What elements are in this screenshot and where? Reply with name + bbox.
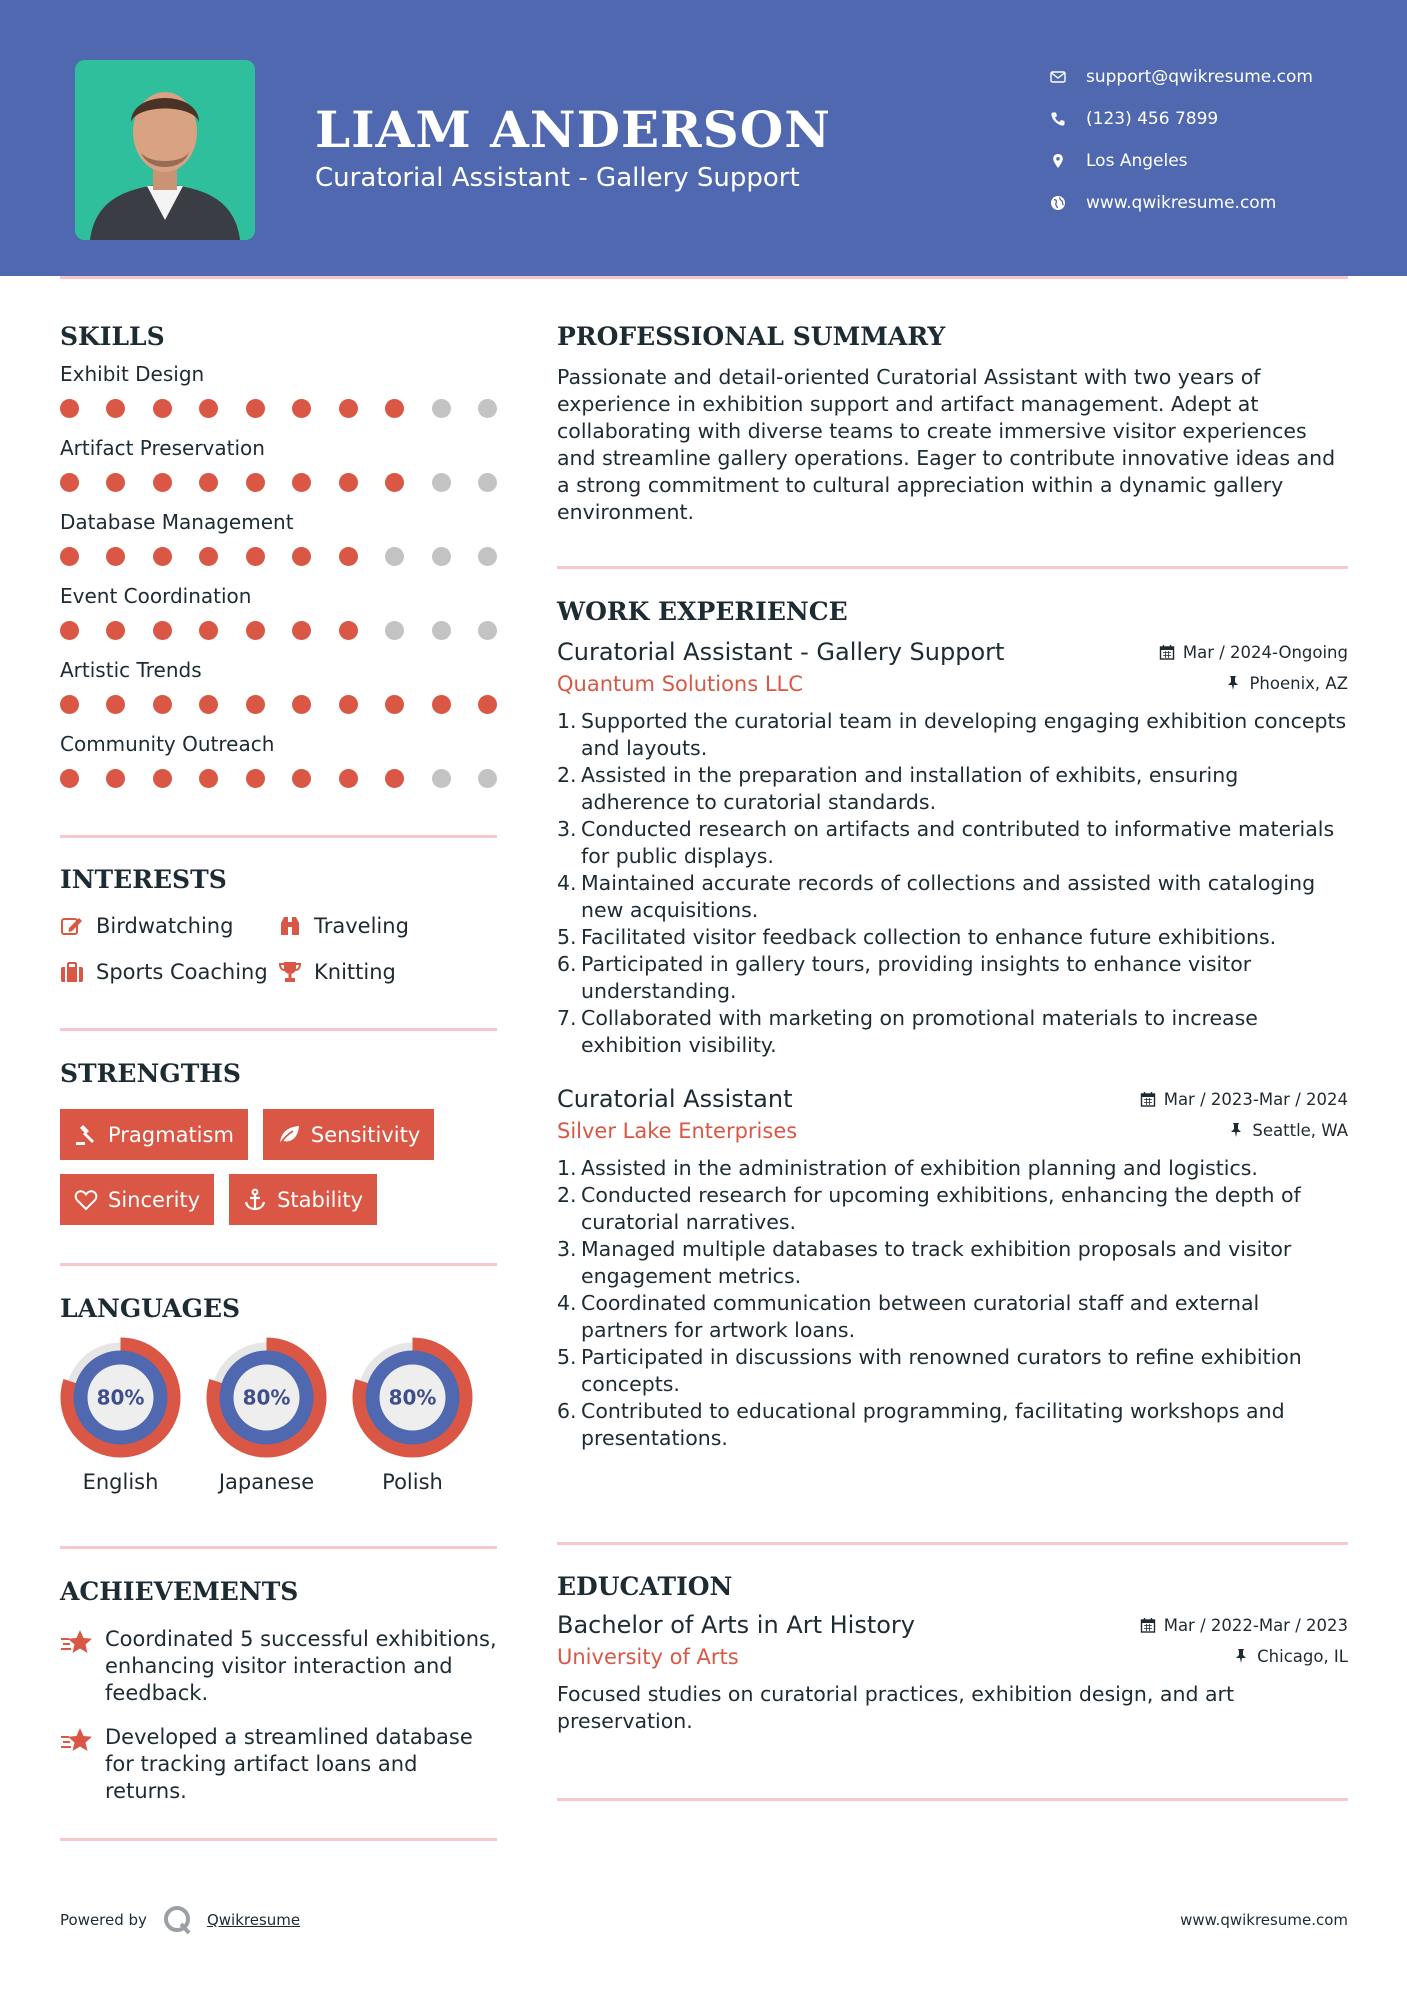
skill-rating — [60, 465, 497, 505]
achievement-text: Coordinated 5 successful exhibitions, enhancing visitor interaction and feedback. — [105, 1627, 497, 1705]
experience-heading: WORK EXPERIENCE — [557, 597, 848, 626]
education-date-text: Mar / 2022-Mar / 2023 — [1163, 1615, 1348, 1635]
rating-dot-filled — [385, 695, 404, 714]
bullet-number: 2. — [557, 763, 577, 787]
bullet-number: 7. — [557, 1006, 577, 1030]
envelope-icon — [1050, 67, 1086, 87]
rating-dot-filled — [339, 695, 358, 714]
skill-item — [60, 579, 497, 653]
skill-item — [60, 505, 497, 579]
bullet-number: 5. — [557, 1345, 577, 1369]
education-entry — [557, 1611, 1348, 1735]
language-item — [206, 1337, 327, 1494]
job-bullet — [557, 951, 1348, 1005]
trophy-icon — [278, 961, 314, 983]
skill-rating — [60, 687, 497, 727]
company-name: Silver Lake Enterprises — [557, 1119, 798, 1143]
bullet-text: Managed multiple databases to track exhibition proposals and visitor engagement metrics. — [581, 1237, 1292, 1288]
interests-section — [60, 865, 497, 988]
map-marker-icon — [1050, 151, 1086, 171]
section-divider — [557, 1798, 1348, 1801]
job-date — [1140, 1090, 1348, 1109]
education-location — [1233, 1647, 1348, 1666]
rating-dot-filled — [199, 769, 218, 788]
rating-dot-empty — [432, 473, 451, 492]
rating-dot-filled — [106, 399, 125, 418]
rating-dot-filled — [106, 473, 125, 492]
strength-tag — [60, 1174, 214, 1225]
rating-dot-filled — [292, 473, 311, 492]
contact-email-text: support@qwikresume.com — [1086, 67, 1313, 87]
rating-dot-filled — [153, 621, 172, 640]
bullet-number: 4. — [557, 1291, 577, 1315]
language-name: Japanese — [218, 1470, 315, 1494]
job-bullet — [557, 762, 1348, 816]
strength-label: Stability — [277, 1187, 364, 1212]
job-bullet — [557, 1155, 1348, 1182]
job-entry — [557, 638, 1348, 1059]
job-bullet — [557, 1005, 1348, 1059]
profile-photo — [75, 60, 255, 240]
language-percent-label: 80% — [242, 1385, 291, 1410]
languages-list — [60, 1337, 497, 1494]
job-bullet — [557, 1182, 1348, 1236]
skill-name: Community Outreach — [60, 732, 275, 756]
section-divider — [60, 1838, 497, 1841]
language-item — [352, 1337, 473, 1494]
job-bullet — [557, 1344, 1348, 1398]
rating-dot-filled — [339, 399, 358, 418]
job-date-text: Mar / 2023-Mar / 2024 — [1163, 1089, 1348, 1109]
rating-dot-filled — [246, 473, 265, 492]
job-bullet — [557, 1290, 1348, 1344]
strengths-heading: STRENGTHS — [60, 1059, 241, 1088]
languages-heading: LANGUAGES — [60, 1294, 241, 1323]
bullet-number: 5. — [557, 925, 577, 949]
skill-item — [60, 431, 497, 505]
skill-name: Database Management — [60, 510, 294, 534]
rating-dot-filled — [432, 695, 451, 714]
rating-dot-filled — [292, 695, 311, 714]
language-percent-label: 80% — [388, 1385, 437, 1410]
bullet-text: Assisted in the administration of exhibition planning and logistics. — [581, 1156, 1258, 1180]
job-title: Curatorial Assistant — [557, 1085, 793, 1113]
education-header — [557, 1611, 1348, 1639]
qwikresume-logo-icon — [161, 1903, 195, 1937]
bullet-text: Participated in discussions with renowned curators to refine exhibition concepts. — [581, 1345, 1302, 1396]
pushpin-icon — [1228, 1122, 1244, 1138]
heart-icon — [74, 1188, 98, 1212]
language-progress-ring — [352, 1337, 473, 1458]
interest-label: Knitting — [314, 960, 396, 984]
rating-dot-filled — [60, 473, 79, 492]
degree-title: Bachelor of Arts in Art History — [557, 1611, 915, 1639]
company-name: Quantum Solutions LLC — [557, 672, 803, 696]
skill-item — [60, 653, 497, 727]
job-bullet — [557, 1236, 1348, 1290]
strengths-list — [60, 1109, 480, 1225]
rating-dot-filled — [199, 473, 218, 492]
interest-item — [278, 956, 478, 988]
phone-icon — [1050, 109, 1086, 129]
skill-rating — [60, 613, 497, 653]
rating-dot-filled — [292, 547, 311, 566]
calendar-icon — [1159, 644, 1175, 660]
section-divider — [60, 1546, 497, 1549]
globe-icon — [1050, 193, 1086, 213]
rating-dot-filled — [292, 621, 311, 640]
job-location — [1228, 1121, 1348, 1140]
contact-website-text: www.qwikresume.com — [1086, 193, 1277, 213]
language-name: Polish — [382, 1470, 443, 1494]
section-divider — [557, 1542, 1348, 1545]
bullet-text: Collaborated with marketing on promotional materials to increase exhibition visibility. — [581, 1006, 1258, 1057]
strength-tag — [229, 1174, 377, 1225]
rating-dot-filled — [60, 621, 79, 640]
rating-dot-filled — [385, 399, 404, 418]
pushpin-icon — [1233, 1648, 1249, 1664]
powered-by-label: Powered by — [60, 1911, 147, 1929]
interest-item — [278, 910, 478, 942]
job-location-text: Phoenix, AZ — [1249, 673, 1348, 693]
job-date — [1159, 643, 1348, 662]
calendar-icon — [1140, 1617, 1156, 1633]
contact-location-text: Los Angeles — [1086, 151, 1188, 171]
interest-item — [60, 910, 278, 942]
achievements-heading: ACHIEVEMENTS — [60, 1577, 299, 1606]
skill-rating — [60, 391, 497, 431]
rating-dot-filled — [246, 547, 265, 566]
skills-list — [60, 357, 497, 801]
star-icon — [60, 1724, 105, 1805]
interest-label: Traveling — [314, 914, 409, 938]
job-bullets — [557, 708, 1348, 1059]
rating-dot-filled — [246, 621, 265, 640]
strength-tag — [263, 1109, 434, 1160]
school-name: University of Arts — [557, 1645, 739, 1669]
achievement-item — [60, 1626, 497, 1707]
pencil-square-icon — [60, 915, 96, 937]
section-divider — [557, 566, 1348, 569]
rating-dot-filled — [106, 621, 125, 640]
achievements-list — [60, 1626, 497, 1805]
rating-dot-filled — [60, 769, 79, 788]
rating-dot-filled — [292, 769, 311, 788]
achievement-item — [60, 1724, 497, 1805]
education-section — [557, 1572, 1348, 1735]
rating-dot-filled — [199, 621, 218, 640]
job-bullets — [557, 1155, 1348, 1452]
bullet-number: 1. — [557, 1156, 577, 1180]
rating-dot-filled — [153, 547, 172, 566]
job-title: Curatorial Assistant - Gallery Support — [557, 638, 1005, 666]
rating-dot-empty — [385, 621, 404, 640]
skill-item — [60, 727, 497, 801]
rating-dot-empty — [432, 769, 451, 788]
job-entry — [557, 1085, 1348, 1452]
education-date — [1140, 1616, 1348, 1635]
rating-dot-empty — [478, 621, 497, 640]
bullet-text: Supported the curatorial team in developing engaging exhibition concepts and layouts. — [581, 709, 1347, 760]
rating-dot-filled — [153, 769, 172, 788]
bullet-text: Conducted research on artifacts and contributed to informative materials for public displays. — [581, 817, 1335, 868]
achievement-text: Developed a streamlined database for tracking artifact loans and returns. — [105, 1725, 473, 1803]
strength-label: Pragmatism — [108, 1122, 234, 1147]
rating-dot-empty — [478, 547, 497, 566]
bullet-text: Assisted in the preparation and installation of exhibits, ensuring adherence to curatorial standards. — [581, 763, 1239, 814]
pushpin-icon — [1225, 675, 1241, 691]
interests-heading: INTERESTS — [60, 865, 227, 894]
rating-dot-filled — [153, 473, 172, 492]
section-divider — [60, 1263, 497, 1266]
job-subheader — [557, 672, 1348, 696]
header-divider — [60, 276, 1348, 279]
languages-section — [60, 1294, 497, 1494]
bullet-number: 2. — [557, 1183, 577, 1207]
rating-dot-filled — [385, 769, 404, 788]
job-header — [557, 638, 1348, 666]
rating-dot-filled — [106, 547, 125, 566]
job-bullet — [557, 816, 1348, 870]
language-progress-ring — [60, 1337, 181, 1458]
bullet-number: 3. — [557, 817, 577, 841]
rating-dot-filled — [153, 399, 172, 418]
bullet-text: Conducted research for upcoming exhibitions, enhancing the depth of curatorial narratives. — [581, 1183, 1301, 1234]
bullet-text: Participated in gallery tours, providing insights to enhance visitor understanding. — [581, 952, 1252, 1003]
interest-label: Sports Coaching — [96, 960, 268, 984]
strength-label: Sincerity — [108, 1187, 201, 1212]
bullet-number: 6. — [557, 1399, 577, 1423]
footer-website[interactable]: www.qwikresume.com — [1180, 1911, 1348, 1929]
bullet-text: Maintained accurate records of collections and assisted with cataloging new acquisitions. — [581, 871, 1316, 922]
rating-dot-filled — [339, 621, 358, 640]
rating-dot-empty — [478, 473, 497, 492]
qwikresume-link[interactable]: Qwikresume — [206, 1911, 301, 1929]
powered-by — [60, 1903, 300, 1937]
rating-dot-filled — [60, 695, 79, 714]
profile-photo-image — [75, 60, 255, 240]
job-location — [1225, 674, 1348, 693]
contact-location — [1050, 140, 1390, 182]
skill-rating — [60, 539, 497, 579]
summary-text: Passionate and detail-oriented Curatorial Assistant with two years of experience in exhibition support and artifact management. Adept at collaborating with diverse teams to create immersive visitor experiences and streamline gallery operations. Eager to contribute innovative ideas and a strong commitment to cultural appreciation within a dynamic gallery environment. — [557, 365, 1336, 524]
skill-rating — [60, 761, 497, 801]
rating-dot-filled — [339, 473, 358, 492]
summary-heading: PROFESSIONAL SUMMARY — [557, 322, 946, 351]
rating-dot-filled — [478, 695, 497, 714]
candidate-title: Curatorial Assistant - Gallery Support — [315, 163, 800, 193]
job-subheader — [557, 1119, 1348, 1143]
skill-name: Artifact Preservation — [60, 436, 265, 460]
rating-dot-empty — [432, 621, 451, 640]
bullet-number: 6. — [557, 952, 577, 976]
job-location-text: Seattle, WA — [1252, 1120, 1348, 1140]
rating-dot-filled — [199, 695, 218, 714]
bullet-text: Coordinated communication between curatorial staff and external partners for artwork loans. — [581, 1291, 1260, 1342]
rating-dot-filled — [60, 399, 79, 418]
skill-name: Event Coordination — [60, 584, 252, 608]
job-bullet — [557, 708, 1348, 762]
rating-dot-empty — [432, 399, 451, 418]
skills-heading: SKILLS — [60, 322, 165, 351]
bullet-number: 1. — [557, 709, 577, 733]
bullet-text: Facilitated visitor feedback collection to enhance future exhibitions. — [581, 925, 1277, 949]
summary-section — [557, 322, 1348, 526]
contact-phone[interactable] — [1050, 98, 1390, 140]
language-percent-label: 80% — [96, 1385, 145, 1410]
rating-dot-empty — [432, 547, 451, 566]
rating-dot-filled — [246, 695, 265, 714]
language-item — [60, 1337, 181, 1494]
rating-dot-filled — [246, 769, 265, 788]
rating-dot-filled — [339, 547, 358, 566]
education-location-text: Chicago, IL — [1257, 1646, 1348, 1666]
skill-item — [60, 357, 497, 431]
skill-name: Exhibit Design — [60, 362, 205, 386]
strength-tag — [60, 1109, 248, 1160]
rating-dot-filled — [60, 547, 79, 566]
candidate-name: LIAM ANDERSON — [315, 100, 831, 159]
rating-dot-filled — [106, 695, 125, 714]
rating-dot-filled — [246, 399, 265, 418]
job-date-text: Mar / 2024-Ongoing — [1182, 642, 1348, 662]
education-description: Focused studies on curatorial practices, exhibition design, and art preservation. — [557, 1682, 1235, 1733]
rating-dot-filled — [339, 769, 358, 788]
contact-list — [1050, 56, 1390, 224]
suitcase-icon — [60, 961, 96, 983]
education-heading: EDUCATION — [557, 1572, 733, 1601]
job-bullet — [557, 924, 1348, 951]
job-bullet — [557, 1398, 1348, 1452]
rating-dot-filled — [153, 695, 172, 714]
section-divider — [60, 1028, 497, 1031]
leaf-icon — [277, 1123, 301, 1147]
interests-list — [60, 910, 497, 988]
rating-dot-filled — [292, 399, 311, 418]
rating-dot-empty — [385, 547, 404, 566]
contact-email[interactable] — [1050, 56, 1390, 98]
binoculars-icon — [278, 915, 314, 937]
job-bullet — [557, 870, 1348, 924]
skills-section — [60, 322, 497, 801]
section-divider — [60, 835, 497, 838]
rating-dot-empty — [478, 399, 497, 418]
contact-phone-text: (123) 456 7899 — [1086, 109, 1219, 129]
achievements-section — [60, 1577, 497, 1822]
skill-name: Artistic Trends — [60, 658, 202, 682]
job-header — [557, 1085, 1348, 1113]
interest-label: Birdwatching — [96, 914, 234, 938]
footer — [60, 1900, 1348, 1940]
header — [0, 0, 1407, 276]
rating-dot-filled — [199, 547, 218, 566]
rating-dot-filled — [106, 769, 125, 788]
bullet-text: Contributed to educational programming, facilitating workshops and presentations. — [581, 1399, 1285, 1450]
language-progress-ring — [206, 1337, 327, 1458]
rating-dot-empty — [478, 769, 497, 788]
language-name: English — [82, 1470, 159, 1494]
gavel-icon — [74, 1123, 98, 1147]
experience-section — [557, 597, 1348, 1452]
star-icon — [60, 1626, 105, 1707]
bullet-number: 4. — [557, 871, 577, 895]
strength-label: Sensitivity — [310, 1122, 421, 1147]
contact-website[interactable] — [1050, 182, 1390, 224]
interest-item — [60, 956, 278, 988]
anchor-icon — [243, 1188, 267, 1212]
bullet-number: 3. — [557, 1237, 577, 1261]
rating-dot-filled — [199, 399, 218, 418]
strengths-section — [60, 1059, 497, 1225]
rating-dot-filled — [385, 473, 404, 492]
calendar-icon — [1140, 1091, 1156, 1107]
education-subheader — [557, 1645, 1348, 1669]
